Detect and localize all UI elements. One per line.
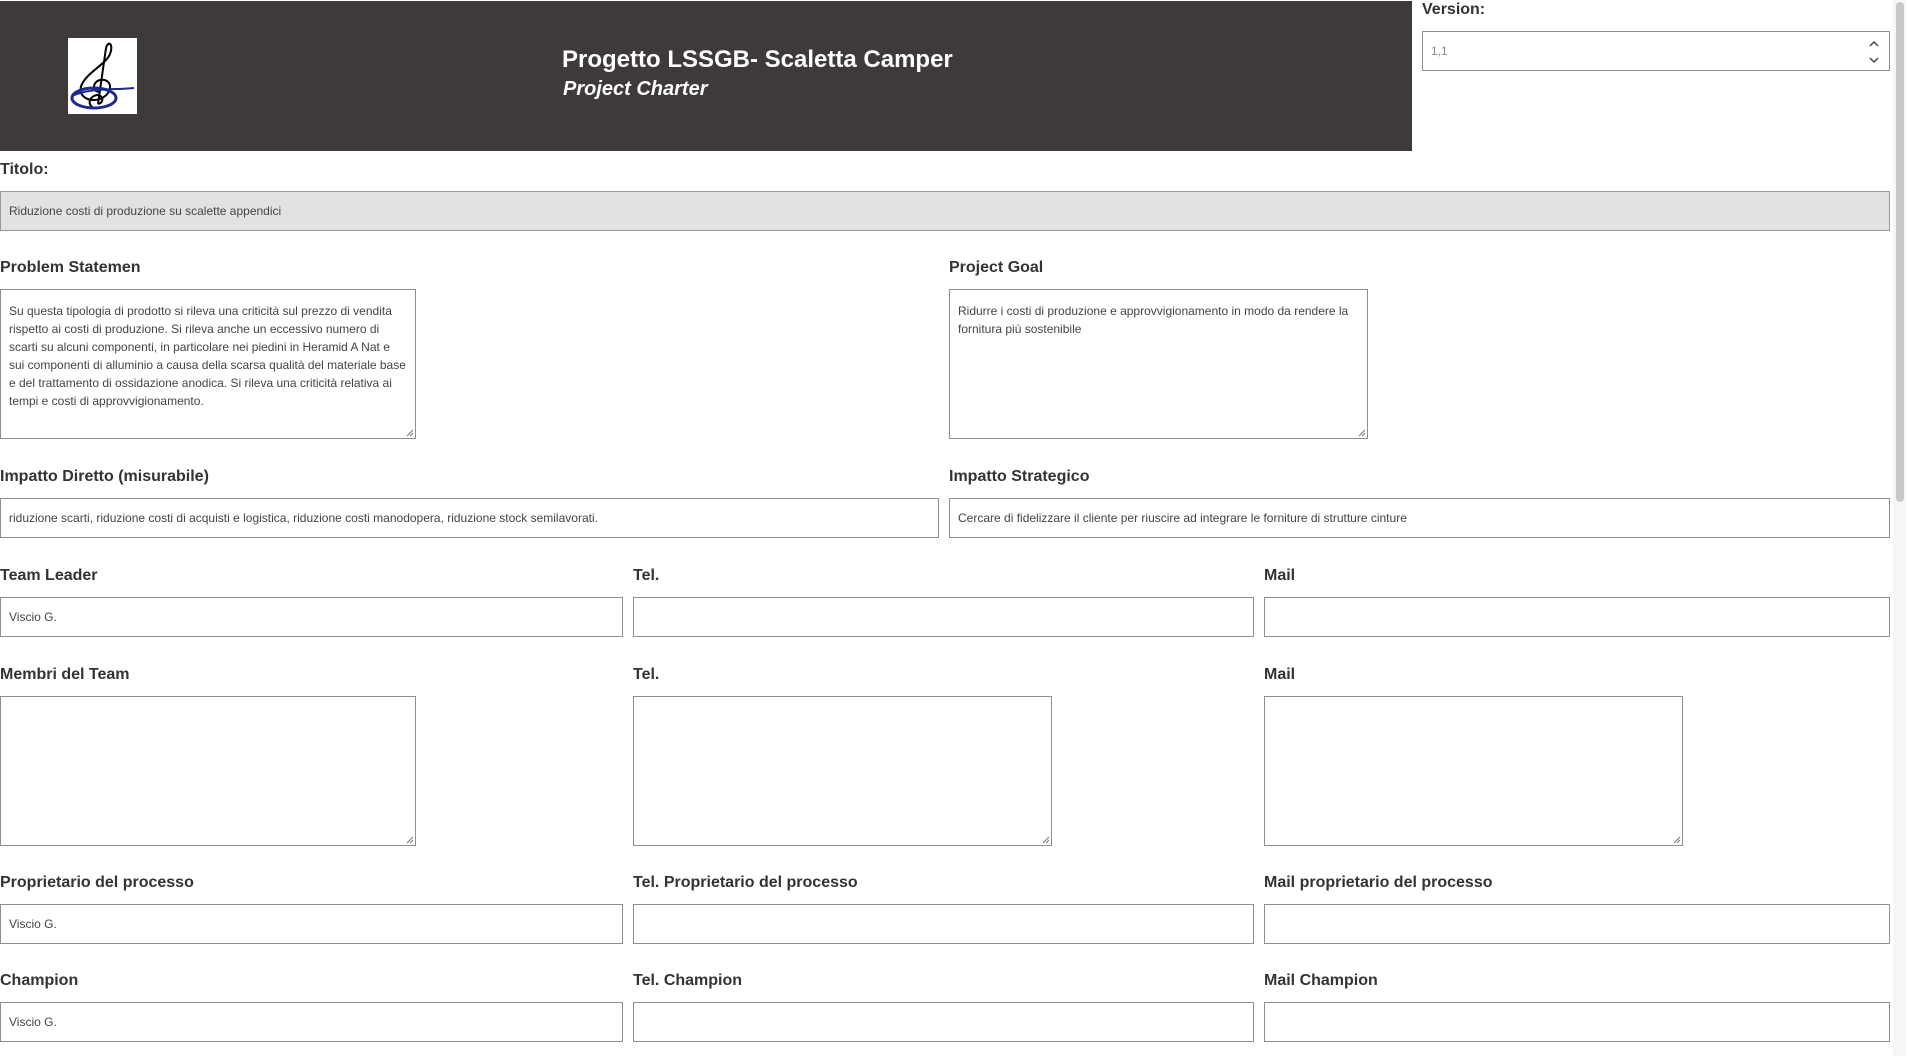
- champion-mail-label: Mail Champion: [1264, 972, 1378, 989]
- proprietario-tel-label: Tel. Proprietario del processo: [633, 874, 858, 891]
- champion-tel-input[interactable]: [633, 1002, 1254, 1042]
- project-goal-textarea[interactable]: [949, 289, 1368, 439]
- membri-tel-textarea[interactable]: [633, 696, 1052, 846]
- team-leader-tel-input[interactable]: [633, 597, 1254, 637]
- project-goal-value: Ridurre i costi di produzione e approvvigionamento in modo da rendere la fornitura più sostenibile: [958, 304, 1349, 336]
- team-leader-mail-label: Mail: [1264, 567, 1296, 584]
- champion-label: Champion: [0, 972, 79, 989]
- version-label: Version:: [1422, 1, 1486, 18]
- champion-tel-label: Tel. Champion: [633, 972, 743, 989]
- resize-grip-icon[interactable]: [1357, 428, 1366, 437]
- membri-team-label: Membri del Team: [0, 666, 130, 683]
- membri-mail-label: Mail: [1264, 666, 1296, 683]
- membri-tel-label: Tel.: [633, 666, 660, 683]
- problem-statement-label: Problem Statemen: [0, 259, 141, 276]
- page-title: Progetto LSSGB- Scaletta Camper: [562, 46, 953, 73]
- proprietario-mail-label: Mail proprietario del processo: [1264, 874, 1493, 891]
- team-leader-label: Team Leader: [0, 567, 98, 584]
- champion-mail-input[interactable]: [1264, 1002, 1890, 1042]
- problem-statement-textarea[interactable]: [0, 289, 416, 439]
- membri-mail-textarea[interactable]: [1264, 696, 1683, 846]
- impatto-diretto-input[interactable]: riduzione scarti, riduzione costi di acquisti e logistica, riduzione costi manodopera, riduzione stock semilavorati.: [0, 498, 939, 538]
- version-input[interactable]: [1422, 31, 1890, 71]
- header-banner: [0, 1, 1412, 151]
- team-leader-input[interactable]: Viscio G.: [0, 597, 623, 637]
- resize-grip-icon[interactable]: [1041, 835, 1050, 844]
- version-value: 1,1: [1431, 44, 1448, 58]
- impatto-strategico-input[interactable]: Cercare di fidelizzare il cliente per riuscire ad integrare le forniture di strutture cinture: [949, 498, 1890, 538]
- proprietario-tel-input[interactable]: [633, 904, 1254, 944]
- resize-grip-icon[interactable]: [405, 428, 414, 437]
- team-leader-mail-input[interactable]: [1264, 597, 1890, 637]
- treble-clef-logo-icon: [68, 38, 137, 114]
- titolo-label: Titolo:: [0, 161, 49, 178]
- project-goal-label: Project Goal: [949, 259, 1044, 276]
- impatto-diretto-label: Impatto Diretto (misurabile): [0, 468, 209, 485]
- page-subtitle: Project Charter: [563, 78, 708, 100]
- proprietario-input[interactable]: Viscio G.: [0, 904, 623, 944]
- scrollbar-thumb[interactable]: [1896, 2, 1904, 502]
- proprietario-mail-input[interactable]: [1264, 904, 1890, 944]
- team-leader-tel-label: Tel.: [633, 567, 660, 584]
- titolo-input[interactable]: Riduzione costi di produzione su scalette appendici: [0, 191, 1890, 231]
- problem-statement-value: Su questa tipologia di prodotto si rileva una criticità sul prezzo di vendita rispetto ai costi di produzione. Si rileva anche un eccessivo numero di scarti su alcuni componenti, in particolare nei piedini in Heramid A Nat e sui componenti di alluminio a causa della scarsa qualità del materiale base e del trattamento di ossidazione anodica. Si rileva una criticità relativa ai tempi e costi di approvvigionamento.: [9, 304, 406, 408]
- resize-grip-icon[interactable]: [1672, 835, 1681, 844]
- company-logo: [68, 38, 137, 114]
- champion-input[interactable]: Viscio G.: [0, 1002, 623, 1042]
- resize-grip-icon[interactable]: [405, 835, 414, 844]
- impatto-strategico-label: Impatto Strategico: [949, 468, 1090, 485]
- membri-team-textarea[interactable]: [0, 696, 416, 846]
- spin-arrows-icon[interactable]: [1867, 36, 1881, 68]
- proprietario-label: Proprietario del processo: [0, 874, 194, 891]
